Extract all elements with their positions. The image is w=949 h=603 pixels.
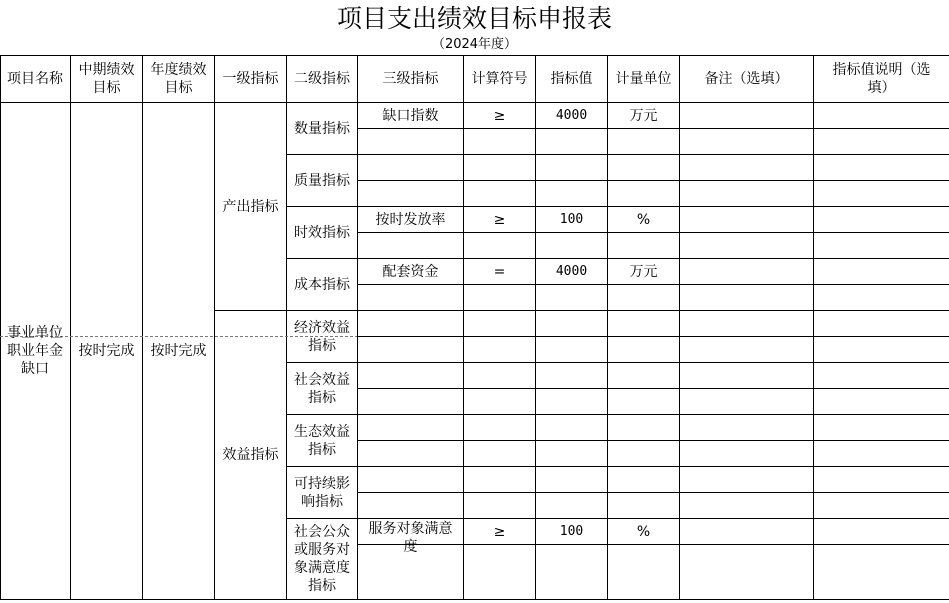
level2-ecological: 生态效益 指标 — [294, 423, 350, 458]
level3-cost-unit: 万元 — [629, 263, 658, 280]
level3-timeliness-unit: % — [636, 211, 651, 228]
level2-timeliness: 时效指标 — [294, 224, 350, 241]
header-remark: 备注（选填） — [704, 71, 789, 87]
form-year: （2024年度） — [431, 37, 518, 52]
level2-cost: 成本指标 — [294, 276, 350, 293]
level3-cost-name: 配套资金 — [382, 263, 439, 280]
level3-quantity-value: 4000 — [555, 107, 588, 123]
level3-satisfaction-unit: % — [636, 523, 651, 540]
header-level3: 三级指标 — [382, 71, 439, 87]
header-annual-goal: 年度绩效 目标 — [150, 62, 207, 96]
level3-quantity-name: 缺口指数 — [382, 107, 439, 124]
header-operator: 计算符号 — [471, 71, 528, 87]
level3-satisfaction-operator: ≥ — [493, 523, 506, 540]
header-project-name: 项目名称 — [7, 71, 63, 87]
level3-timeliness-value: 100 — [559, 211, 584, 227]
level3-cost-value: 4000 — [555, 263, 588, 279]
header-level2: 二级指标 — [294, 71, 350, 87]
level2-quantity: 数量指标 — [294, 120, 350, 137]
mid-goal-cell: 按时完成 — [78, 343, 135, 359]
level3-satisfaction-name: 服务对象满意 度 — [368, 521, 453, 555]
level2-quality: 质量指标 — [294, 172, 350, 189]
level2-economic: 经济效益 指标 — [294, 319, 350, 354]
level2-social: 社会效益 指标 — [294, 371, 350, 406]
project-name-cell: 事业单位 职业年金 缺口 — [7, 325, 63, 377]
level3-timeliness-operator: ≥ — [493, 211, 506, 228]
level2-sustainable: 可持续影 响指标 — [294, 475, 350, 510]
form-title: 项目支出绩效目标申报表 — [336, 4, 612, 33]
level3-quantity-operator: ≥ — [493, 107, 506, 124]
level1-benefit: 效益指标 — [222, 447, 279, 463]
header-mid-goal: 中期绩效 目标 — [78, 62, 135, 96]
level3-timeliness-name: 按时发放率 — [375, 211, 446, 228]
level3-satisfaction-value: 100 — [559, 523, 584, 539]
level2-satisfaction: 社会公众 或服务对 象满意度 指标 — [294, 524, 350, 594]
header-description: 指标值说明（选 填） — [832, 62, 931, 96]
header-level1: 一级指标 — [222, 71, 279, 87]
level1-output: 产出指标 — [222, 198, 279, 215]
annual-goal-cell: 按时完成 — [150, 343, 207, 359]
header-unit: 计量单位 — [615, 71, 672, 87]
level3-cost-operator: = — [493, 263, 506, 280]
level3-quantity-unit: 万元 — [629, 107, 658, 124]
header-value: 指标值 — [550, 71, 593, 87]
